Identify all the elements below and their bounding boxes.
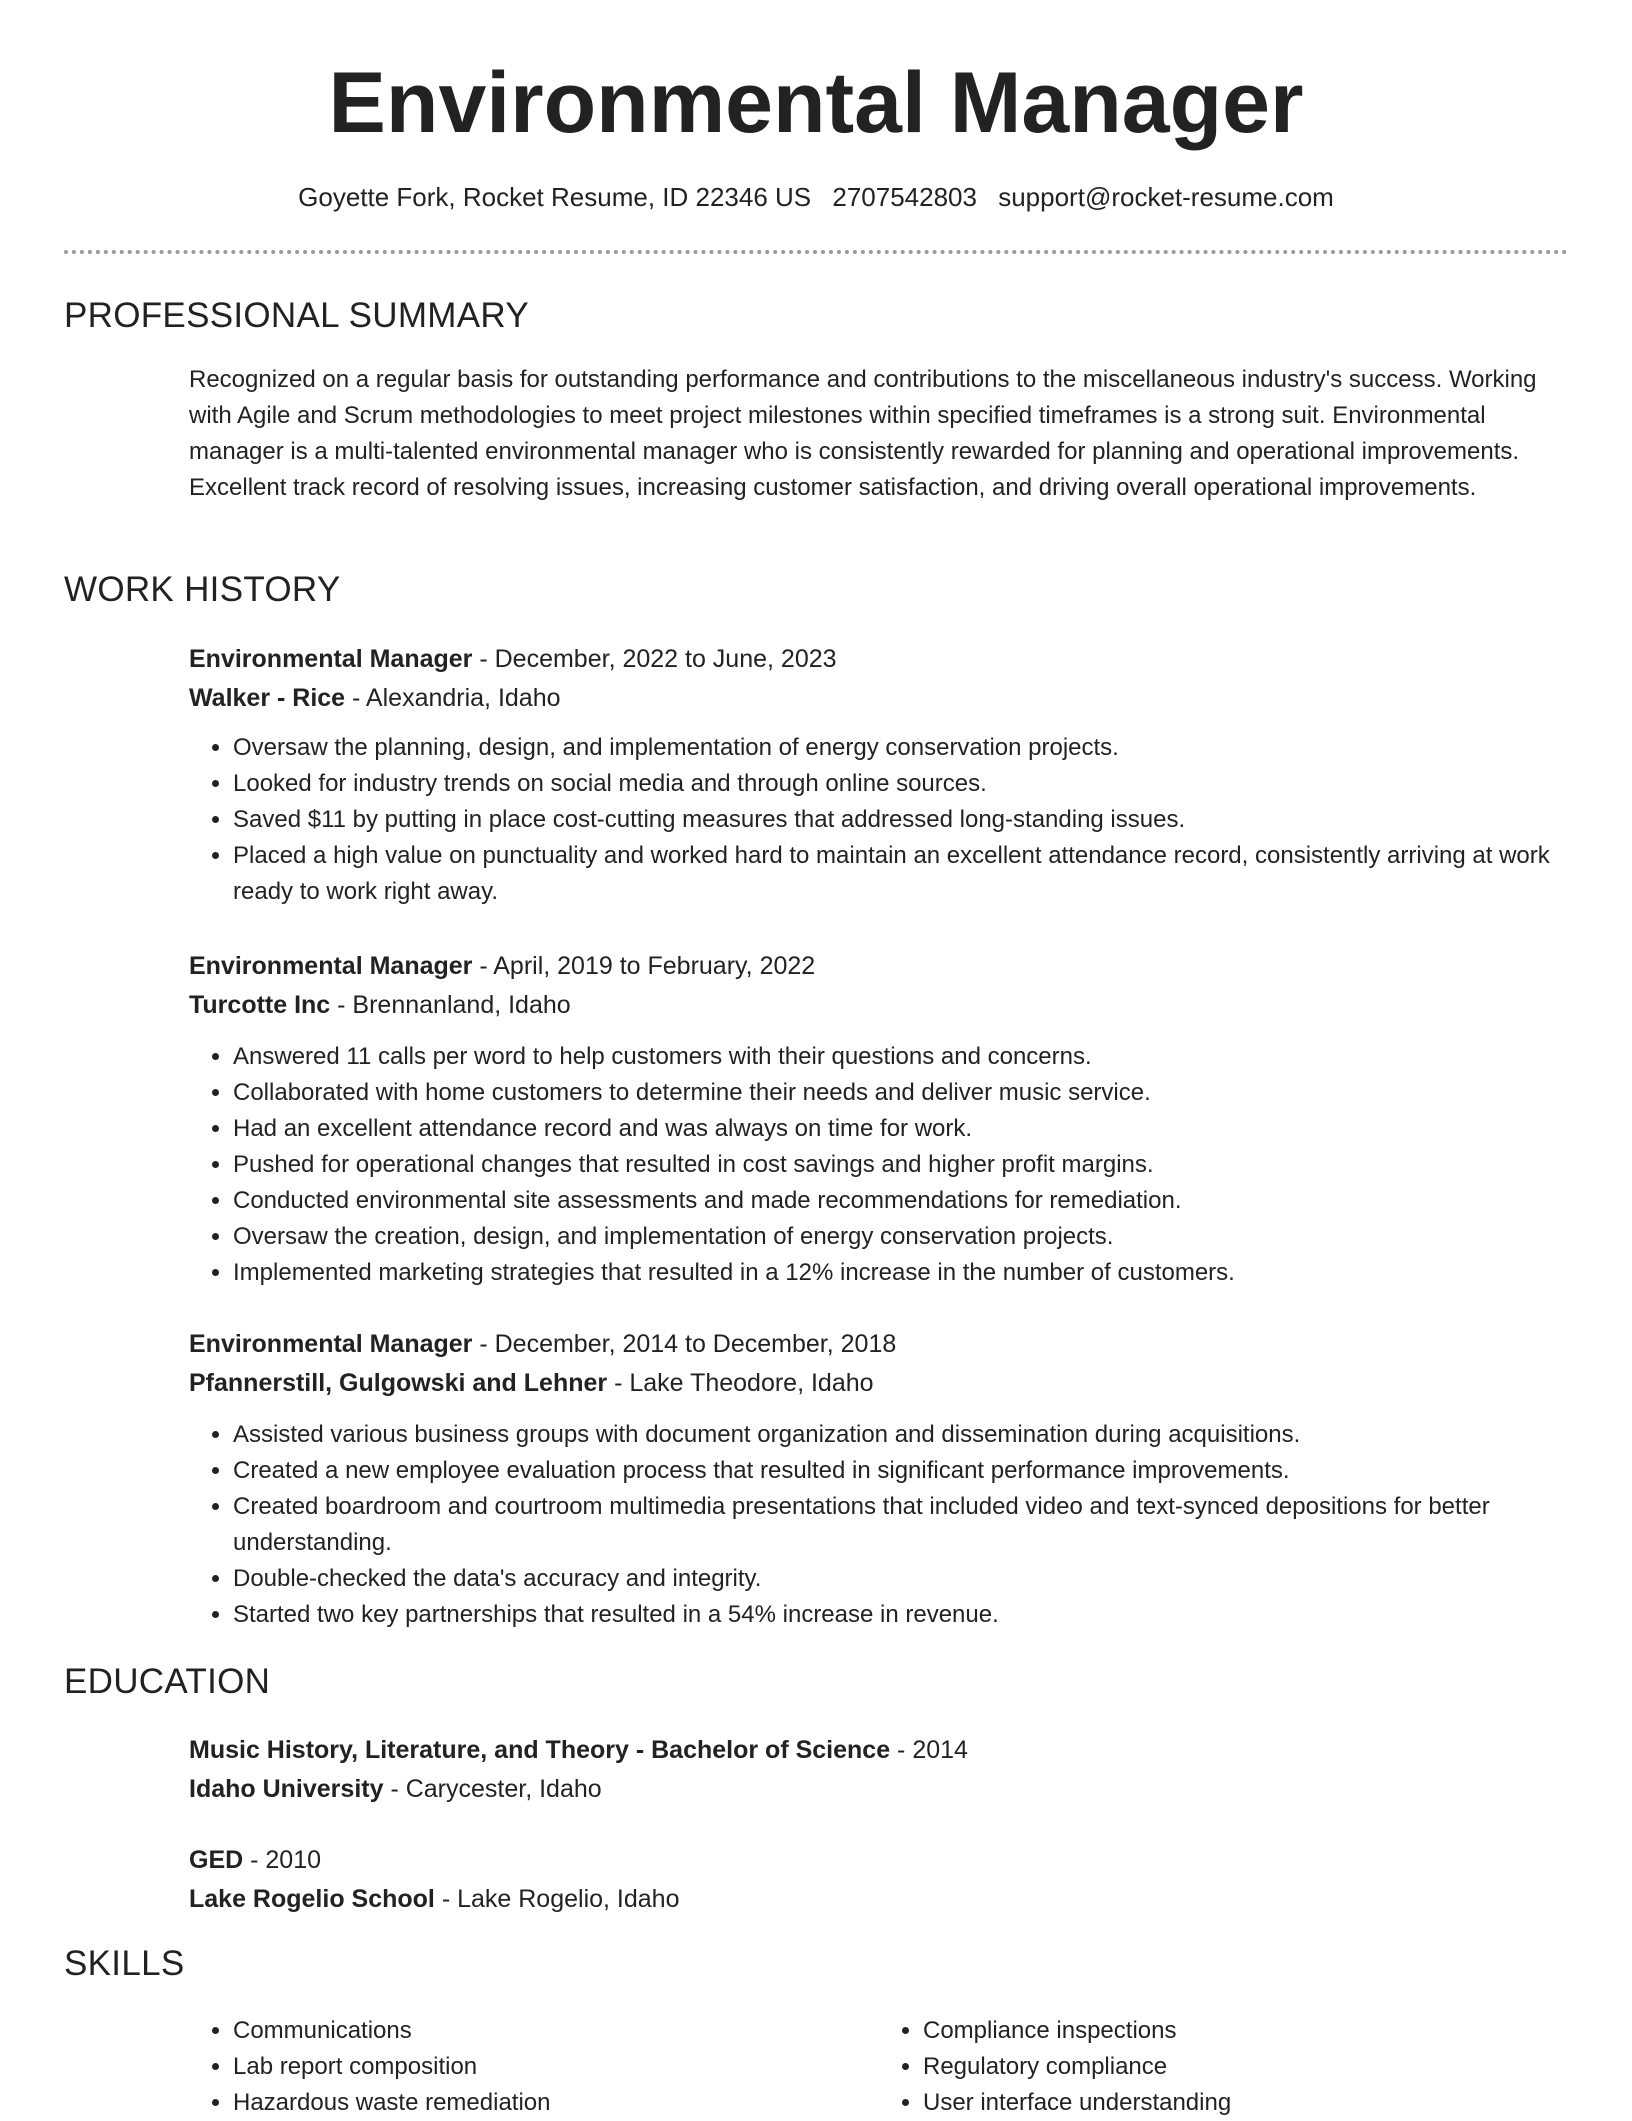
skill-item: • Compliance inspections — [923, 2013, 1569, 2049]
job-bullet: • Saved $11 by putting in place cost-cutting measures that addressed long-standing issues. — [233, 802, 1569, 838]
skill-item: • Lab report composition — [233, 2049, 879, 2085]
education-entry — [189, 1841, 1569, 1919]
education-year: - 2010 — [243, 1846, 322, 1874]
job-bullet: • Started two key partnerships that resulted in a 54% increase in revenue. — [233, 1597, 1569, 1633]
skill-item: • User interface understanding — [923, 2085, 1569, 2121]
job-heading — [189, 947, 1569, 986]
job-location: - Brennanland, Idaho — [330, 991, 571, 1019]
summary-text: Recognized on a regular basis for outstanding performance and contributions to the miscellaneous industry's success. Working with Agile and Scrum methodologies to meet project milestones within specified timeframes is a strong suit. Environmental manager is a multi-talented environmental manager who is consistently rewarded for planning and operational improvements. Excellent track record of resolving issues, increasing customer satisfaction, and driving overall operational improvements. — [189, 366, 1537, 501]
job-bullet: • Assisted various business groups with document organization and dissemination during acquisitions. — [233, 1417, 1569, 1453]
job-bullet: • Double-checked the data's accuracy and integrity. — [233, 1561, 1569, 1597]
job-company: Pfannerstill, Gulgowski and Lehner — [189, 1369, 608, 1397]
job-bullet: • Created boardroom and courtroom multimedia presentations that included video and text-synced depositions for better understanding. — [233, 1489, 1569, 1561]
education-location: - Carycester, Idaho — [383, 1775, 602, 1803]
job-bullets — [189, 1417, 1569, 1633]
job-company-line — [189, 1364, 1569, 1403]
job-bullet: • Created a new employee evaluation process that resulted in significant performance improvements. — [233, 1453, 1569, 1489]
work-entry — [189, 640, 1569, 910]
resume-name: Environmental Manager — [328, 55, 1304, 151]
skills-list — [189, 2013, 1569, 2121]
education-year: - 2014 — [890, 1736, 968, 1764]
job-dates: - April, 2019 to February, 2022 — [472, 952, 816, 980]
job-bullet: • Pushed for operational changes that resulted in cost savings and higher profit margins. — [233, 1147, 1569, 1183]
job-company: Turcotte Inc — [189, 991, 331, 1019]
job-title: Environmental Manager — [189, 1330, 473, 1358]
education-school: Idaho University — [189, 1775, 384, 1803]
section-title-summary: PROFESSIONAL SUMMARY — [64, 296, 529, 335]
header-divider — [64, 250, 1568, 254]
job-bullet: • Answered 11 calls per word to help customers with their questions and concerns. — [233, 1039, 1569, 1075]
work-entry — [189, 947, 1569, 1291]
job-bullet: • Placed a high value on punctuality and worked hard to maintain an excellent attendance record, consistently arriving at work ready to work right away. — [233, 838, 1569, 910]
job-company: Walker - Rice — [189, 684, 346, 712]
job-company-line — [189, 679, 1569, 718]
job-title: Environmental Manager — [189, 952, 473, 980]
education-degree: Music History, Literature, and Theory - Bachelor of Science — [189, 1736, 891, 1764]
education-school-line — [189, 1880, 1569, 1919]
education-degree-line — [189, 1731, 1569, 1770]
contact-phone: 2707542803 — [832, 182, 977, 212]
job-bullet: • Had an excellent attendance record and was always on time for work. — [233, 1111, 1569, 1147]
skill-item: • Communications — [233, 2013, 879, 2049]
skills-column-left — [189, 2013, 879, 2121]
job-heading — [189, 640, 1569, 679]
skill-item: • Regulatory compliance — [923, 2049, 1569, 2085]
job-bullet: • Oversaw the planning, design, and implementation of energy conservation projects. — [233, 730, 1569, 766]
job-bullet: • Implemented marketing strategies that resulted in a 12% increase in the number of customers. — [233, 1255, 1569, 1291]
section-title-work: WORK HISTORY — [64, 570, 341, 609]
job-bullets — [189, 1039, 1569, 1291]
education-location: - Lake Rogelio, Idaho — [434, 1885, 680, 1913]
job-dates: - December, 2014 to December, 2018 — [472, 1330, 897, 1358]
skills-column-right — [879, 2013, 1569, 2121]
job-heading — [189, 1325, 1569, 1364]
job-title: Environmental Manager — [189, 645, 473, 673]
education-school: Lake Rogelio School — [189, 1885, 435, 1913]
job-bullet: • Conducted environmental site assessments and made recommendations for remediation. — [233, 1183, 1569, 1219]
contact-email: support@rocket-resume.com — [998, 182, 1334, 212]
education-school-line — [189, 1770, 1569, 1809]
education-degree: GED — [189, 1846, 244, 1874]
job-company-line — [189, 986, 1569, 1025]
skill-item: • Hazardous waste remediation — [233, 2085, 879, 2121]
job-bullet: • Collaborated with home customers to determine their needs and deliver music service. — [233, 1075, 1569, 1111]
job-location: - Lake Theodore, Idaho — [607, 1369, 874, 1397]
contact-address: Goyette Fork, Rocket Resume, ID 22346 US — [298, 182, 812, 212]
contact-line — [64, 182, 1568, 213]
education-entry — [189, 1731, 1569, 1809]
job-bullets — [189, 730, 1569, 910]
job-dates: - December, 2022 to June, 2023 — [472, 645, 837, 673]
work-entry — [189, 1325, 1569, 1633]
job-location: - Alexandria, Idaho — [345, 684, 561, 712]
job-bullet: • Oversaw the creation, design, and implementation of energy conservation projects. — [233, 1219, 1569, 1255]
job-bullet: • Looked for industry trends on social media and through online sources. — [233, 766, 1569, 802]
education-degree-line — [189, 1841, 1569, 1880]
section-title-education: EDUCATION — [64, 1662, 271, 1701]
section-title-skills: SKILLS — [64, 1944, 185, 1983]
